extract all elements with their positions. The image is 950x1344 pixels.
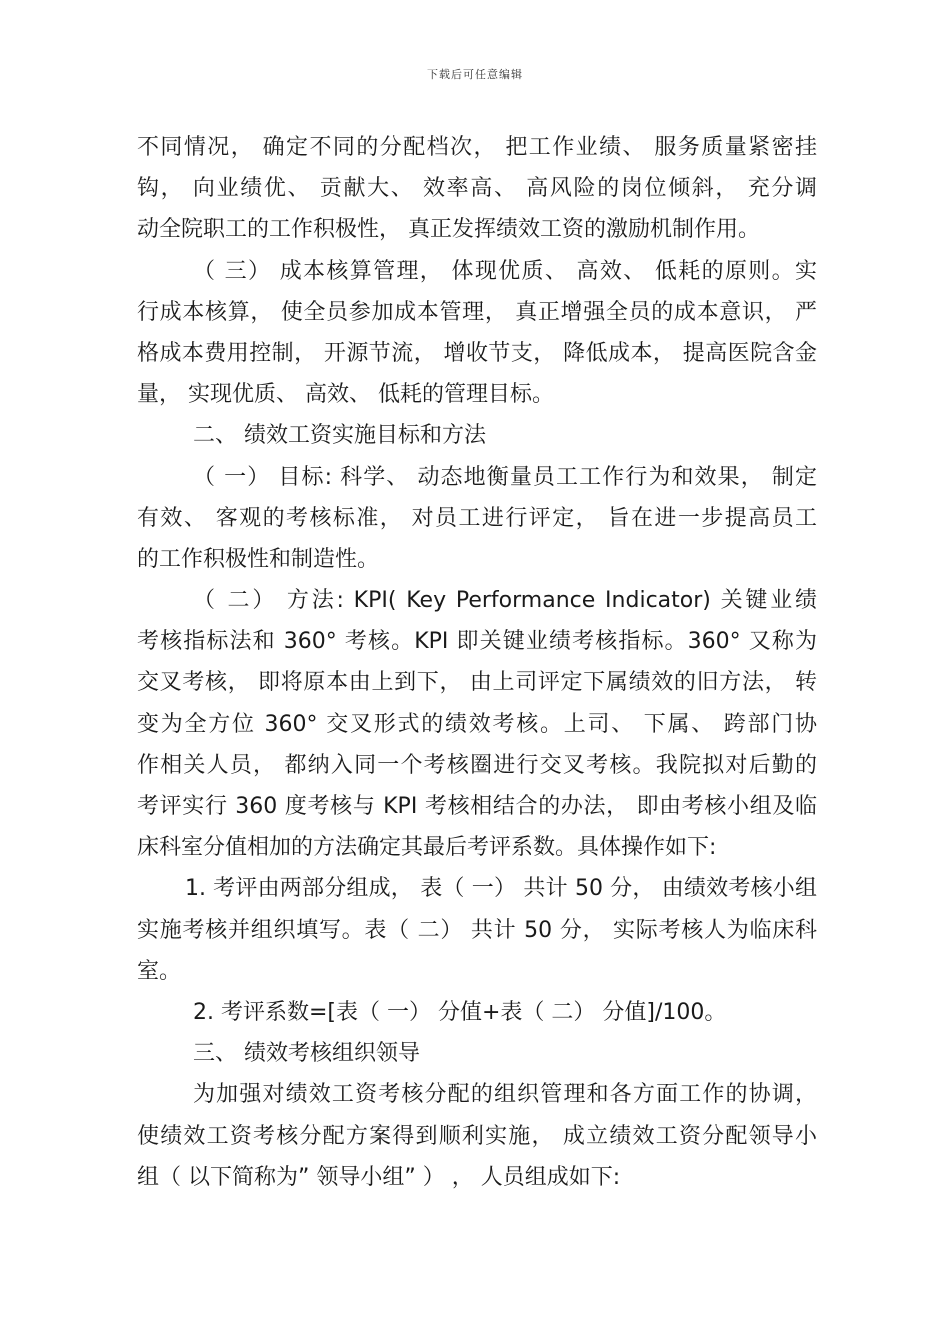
text-line: 行成本核算， 使全员参加成本管理， 真正增强全员的成本意识， 严 xyxy=(137,299,817,325)
text-line: 考评实行 360 度考核与 KPI 考核相结合的办法， 即由考核小组及临 xyxy=(137,794,817,819)
text-line: 交叉考核， 即将原本由上到下， 由上司评定下属绩效的旧方法， 转 xyxy=(137,670,817,696)
text-line: （ 二） 方法: KPI( Key Performance Indicator) 关键业绩 xyxy=(193,588,817,614)
text-line: 考核指标法和 360° 考核。KPI 即关键业绩考核指标。360° 又称为 xyxy=(137,629,817,655)
text-line: 为加强对绩效工资考核分配的组织管理和各方面工作的协调， xyxy=(193,1082,817,1108)
text-line: 床科室分值相加的方法确定其最后考评系数。具体操作如下: xyxy=(137,835,717,861)
text-line: 作相关人员， 都纳入同一个考核圈进行交叉考核。我院拟对后勤的 xyxy=(137,752,817,778)
text-line: 动全院职工的工作积极性， 真正发挥绩效工资的激励机制作用。 xyxy=(137,217,760,243)
page-header: 下载后可任意编辑 xyxy=(427,68,523,81)
text-line: 二、 绩效工资实施目标和方法 xyxy=(193,423,486,449)
text-line: 钩， 向业绩优、 贡献大、 效率高、 高风险的岗位倾斜， 充分调 xyxy=(137,176,817,202)
text-line: 使绩效工资考核分配方案得到顺利实施， 成立绩效工资分配领导小 xyxy=(137,1123,817,1149)
text-line: 有效、 客观的考核标准， 对员工进行评定， 旨在进一步提高员工 xyxy=(137,505,817,531)
text-line: 量， 实现优质、 高效、 低耗的管理目标。 xyxy=(137,382,554,408)
document-body xyxy=(137,127,817,1198)
text-line: 组（ 以下简称为” 领导小组” ） ， 人员组成如下: xyxy=(137,1164,621,1190)
text-line: 室。 xyxy=(137,958,182,984)
text-line: 实施考核并组织填写。表（ 二） 共计 50 分， 实际考核人为临床科 xyxy=(137,917,817,943)
text-line: 三、 绩效考核组织领导 xyxy=(193,1041,420,1067)
text-line: 1. 考评由两部分组成， 表（ 一） 共计 50 分， 由绩效考核小组 xyxy=(185,876,817,902)
text-line: 不同情况， 确定不同的分配档次， 把工作业绩、 服务质量紧密挂 xyxy=(137,135,817,160)
text-line: （ 三） 成本核算管理， 体现优质、 高效、 低耗的原则。实 xyxy=(193,258,817,284)
text-line: 2. 考评系数=[表（ 一） 分值+表（ 二） 分值]/100。 xyxy=(193,999,727,1025)
text-line: 格成本费用控制， 开源节流， 增收节支， 降低成本， 提高医院含金 xyxy=(137,340,817,366)
text-line: 变为全方位 360° 交叉形式的绩效考核。上司、 下属、 跨部门协 xyxy=(137,711,817,737)
text-line: 的工作积极性和制造性。 xyxy=(137,546,380,572)
text-line: （ 一） 目标: 科学、 动态地衡量员工工作行为和效果， 制定 xyxy=(193,464,817,490)
